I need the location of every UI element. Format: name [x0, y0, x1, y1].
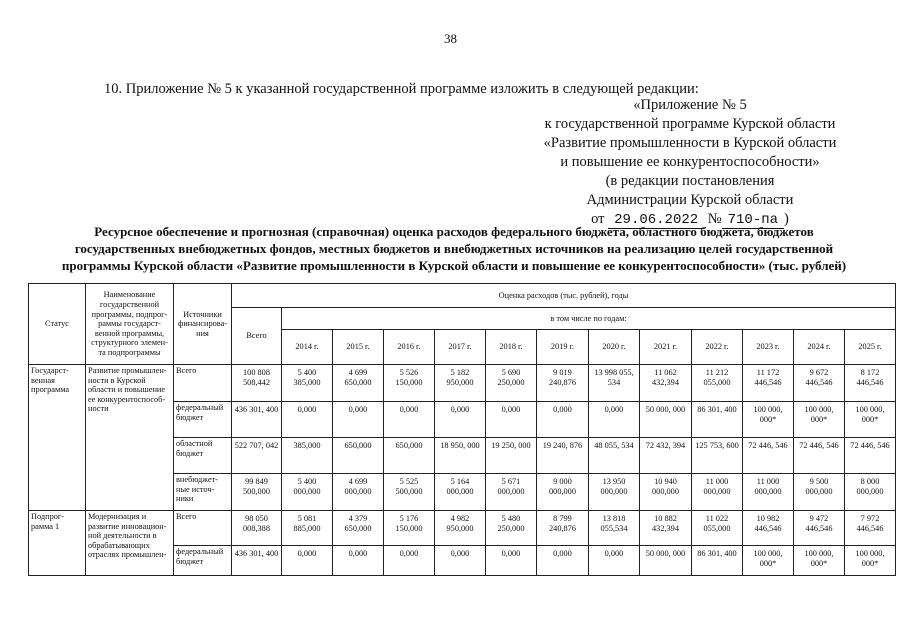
value-cell: 13 950 000,000 [589, 474, 640, 511]
value-cell: 0,000 [333, 402, 384, 438]
value-cell: 72 432, 394 [640, 438, 692, 474]
year-header: 2023 г. [743, 330, 794, 365]
value-cell: 11 022 055,000 [692, 511, 743, 546]
value-cell: 0,000 [589, 546, 640, 576]
status-cell: Подпрог-рамма 1 [29, 511, 86, 576]
value-cell: 11 000 000,000 [743, 474, 794, 511]
value-cell: 4 699 650,000 [333, 365, 384, 402]
total-cell: 522 707, 042 [232, 438, 282, 474]
source-cell: федеральный бюджет [174, 402, 232, 438]
value-cell: 10 940 000,000 [640, 474, 692, 511]
resource-table [28, 283, 896, 576]
date-prefix: от [591, 211, 605, 227]
total-cell: 98 050 008,388 [232, 511, 282, 546]
value-cell: 100 000, 000* [794, 546, 845, 576]
year-header: 2019 г. [537, 330, 589, 365]
value-cell: 86 301, 400 [692, 402, 743, 438]
appendix-line: (в редакции постановления [605, 173, 775, 189]
value-cell: 5 400 385,000 [282, 365, 333, 402]
value-cell: 4 982 950,000 [435, 511, 486, 546]
table-title: Ресурсное обеспечение и прогнозная (справочная) оценка расходов федерального бюджета, областного бюджета, бюджетов государственных внебюджетных фондов, местных бюджетов и внебюджетных источников на реализацию целей государственной программы Курской области «Развитие промышленности в Курской области и повышение ее конкурентоспособности» (тыс. рублей) [61, 224, 847, 273]
closing-paren: ) [784, 211, 789, 227]
intro-text: 10. Приложение № 5 к указанной государственной программе изложить в следующей редакции: [104, 81, 699, 97]
year-header: 2014 г. [282, 330, 333, 365]
value-cell: 8 799 240,876 [537, 511, 589, 546]
year-header: 2025 г. [845, 330, 896, 365]
value-cell: 125 753, 600 [692, 438, 743, 474]
decree-number: 710-па [722, 212, 784, 229]
value-cell: 11 000 000,000 [692, 474, 743, 511]
appendix-header [520, 96, 860, 230]
year-header: 2016 г. [384, 330, 435, 365]
year-header: 2020 г. [589, 330, 640, 365]
value-cell: 50 000, 000 [640, 546, 692, 576]
value-cell: 48 055, 534 [589, 438, 640, 474]
value-cell: 5 182 950,000 [435, 365, 486, 402]
value-cell: 72 446, 546 [743, 438, 794, 474]
value-cell: 13 998 055, 534 [589, 365, 640, 402]
status-cell: Государст-венная программа [29, 365, 86, 511]
year-header: 2022 г. [692, 330, 743, 365]
value-cell: 9 472 446,546 [794, 511, 845, 546]
value-cell: 0,000 [486, 546, 537, 576]
source-cell: Всего [174, 365, 232, 402]
appendix-line: и повышение ее конкурентоспособности» [560, 154, 820, 170]
page-number: 38 [444, 31, 457, 46]
table-row [29, 511, 896, 546]
appendix-line: к государственной программе Курской области [544, 116, 836, 132]
value-cell: 0,000 [486, 402, 537, 438]
appendix-line: Администрации Курской области [586, 192, 794, 208]
header-name: Наименование государственной программы, подпрог-раммы государст-венной программы, структурного элемен-та подпрограммы [86, 284, 174, 365]
total-cell: 99 849 500,000 [232, 474, 282, 511]
value-cell: 7 972 446,546 [845, 511, 896, 546]
value-cell: 650,000 [384, 438, 435, 474]
value-cell: 10 982 446,546 [743, 511, 794, 546]
value-cell: 72 446, 546 [794, 438, 845, 474]
program-name-cell: Модернизация и развитие инновацион-ной деятельности в обрабатывающих отраслях промышлен- [86, 511, 174, 576]
source-cell: внебюджет-ные источ-ники [174, 474, 232, 511]
value-cell: 0,000 [384, 546, 435, 576]
year-header: 2024 г. [794, 330, 845, 365]
value-cell: 5 525 500,000 [384, 474, 435, 511]
appendix-line: «Приложение № 5 [633, 97, 747, 113]
year-header: 2018 г. [486, 330, 537, 365]
value-cell: 86 301, 400 [692, 546, 743, 576]
source-cell: Всего [174, 511, 232, 546]
value-cell: 0,000 [537, 402, 589, 438]
value-cell: 0,000 [435, 402, 486, 438]
value-cell: 100 000, 000* [743, 546, 794, 576]
value-cell: 9 000 000,000 [537, 474, 589, 511]
year-header: 2017 г. [435, 330, 486, 365]
value-cell: 9 019 240,876 [537, 365, 589, 402]
value-cell: 0,000 [589, 402, 640, 438]
year-header: 2021 г. [640, 330, 692, 365]
value-cell: 5 400 000,000 [282, 474, 333, 511]
header-total: Всего [232, 308, 282, 365]
value-cell: 5 164 000,000 [435, 474, 486, 511]
value-cell: 385,000 [282, 438, 333, 474]
value-cell: 100 000, 000* [794, 402, 845, 438]
value-cell: 9 500 000,000 [794, 474, 845, 511]
value-cell: 5 081 885,000 [282, 511, 333, 546]
source-cell: областной бюджет [174, 438, 232, 474]
source-cell: федеральный бюджет [174, 546, 232, 576]
value-cell: 50 000, 000 [640, 402, 692, 438]
value-cell: 5 176 150,000 [384, 511, 435, 546]
value-cell: 4 379 650,000 [333, 511, 384, 546]
value-cell: 5 526 150,000 [384, 365, 435, 402]
value-cell: 650,000 [333, 438, 384, 474]
table-row [29, 365, 896, 402]
value-cell: 100 000, 000* [743, 402, 794, 438]
value-cell: 100 000, 000* [845, 402, 896, 438]
header-status: Статус [29, 284, 86, 365]
header-estimate: Оценка расходов (тыс. рублей), годы [232, 284, 896, 308]
value-cell: 11 062 432,394 [640, 365, 692, 402]
value-cell: 4 699 000,000 [333, 474, 384, 511]
value-cell: 11 212 055,000 [692, 365, 743, 402]
value-cell: 0,000 [537, 546, 589, 576]
total-cell: 436 301, 400 [232, 402, 282, 438]
value-cell: 0,000 [282, 402, 333, 438]
value-cell: 8 000 000,000 [845, 474, 896, 511]
value-cell: 9 672 446,546 [794, 365, 845, 402]
appendix-line: «Развитие промышленности в Курской области [543, 135, 837, 151]
year-header: 2015 г. [333, 330, 384, 365]
value-cell: 19 250, 000 [486, 438, 537, 474]
value-cell: 0,000 [333, 546, 384, 576]
value-cell: 0,000 [435, 546, 486, 576]
total-cell: 100 808 508,442 [232, 365, 282, 402]
value-cell: 5 480 250,000 [486, 511, 537, 546]
header-by-years: в том числе по годам: [282, 308, 896, 330]
program-name-cell: Развитие промышлен-ности в Курской области и повышение ее конкурентоспособ-ности [86, 365, 174, 511]
header-sources: Источники финансирова-ния [174, 284, 232, 365]
value-cell: 0,000 [384, 402, 435, 438]
value-cell: 5 671 000,000 [486, 474, 537, 511]
decree-date: 29.06.2022 [608, 212, 704, 229]
value-cell: 8 172 446,546 [845, 365, 896, 402]
value-cell: 5 690 250,000 [486, 365, 537, 402]
total-cell: 436 301, 400 [232, 546, 282, 576]
value-cell: 13 818 055,534 [589, 511, 640, 546]
value-cell: 18 950, 000 [435, 438, 486, 474]
value-cell: 0,000 [282, 546, 333, 576]
value-cell: 10 882 432,394 [640, 511, 692, 546]
value-cell: 11 172 446,546 [743, 365, 794, 402]
number-sign: № [707, 211, 722, 227]
value-cell: 72 446, 546 [845, 438, 896, 474]
value-cell: 19 240, 876 [537, 438, 589, 474]
value-cell: 100 000, 000* [845, 546, 896, 576]
